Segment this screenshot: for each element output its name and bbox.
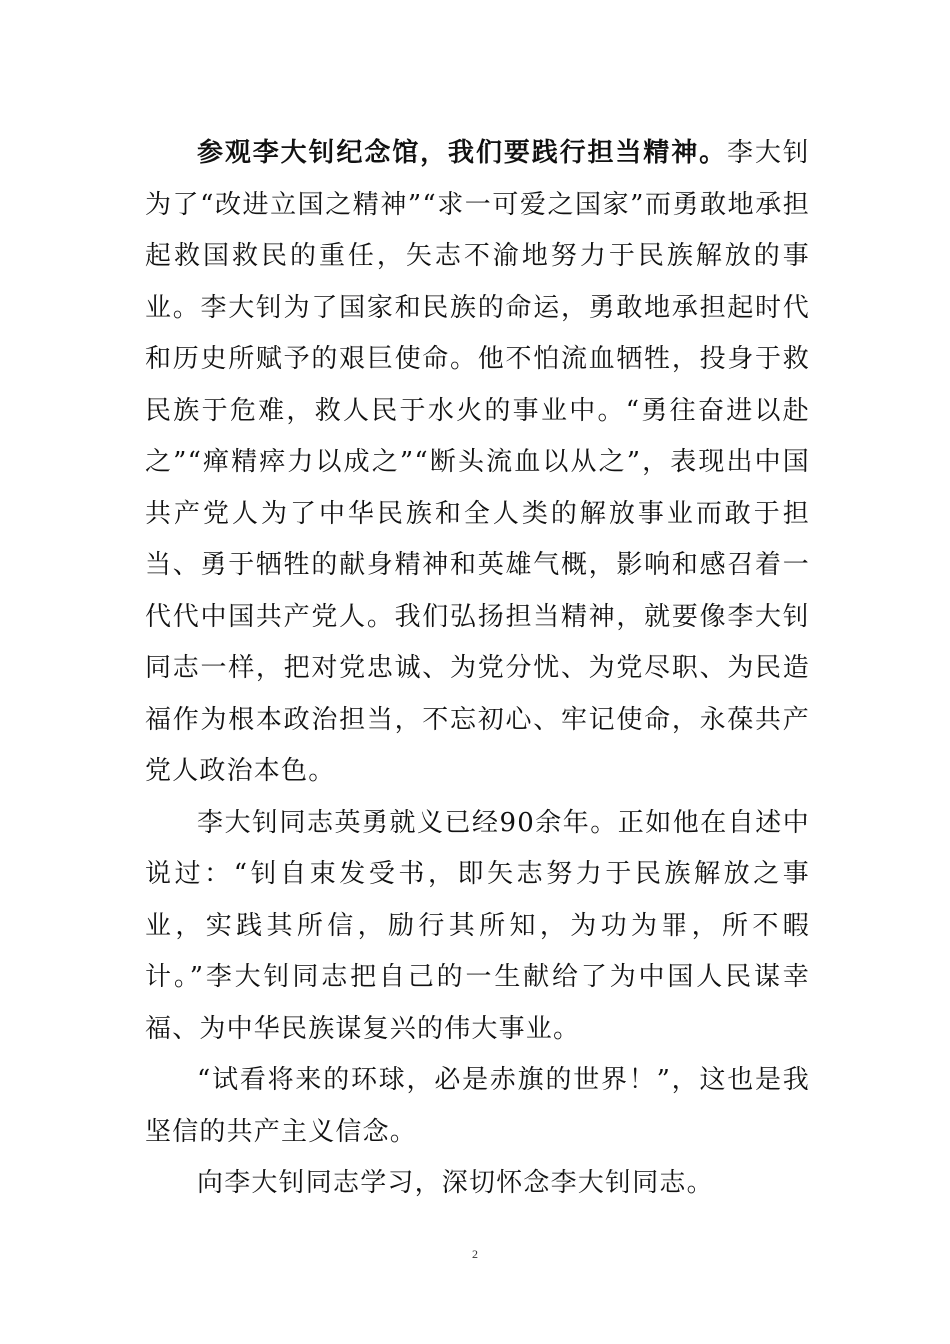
- paragraph-2: [145, 798, 810, 1056]
- paragraph-3: [145, 1055, 810, 1158]
- paragraph-text: 向李大钊同志学习，深切怀念李大钊同志。: [197, 1168, 714, 1198]
- paragraph-text: 李大钊为了“改进立国之精神”“求一可爱之国家”而勇敢地承担起救国救民的重任，矢志不渝地努力于民族解放的事业。李大钊为了国家和民族的命运，勇敢地承担起时代和历史所赋予的艰巨使命。他不怕流血牺牲，投身于救民族于危难，救人民于水火的事业中。“勇往奋进以赴之”“瘅精瘁力以成之”“断头流血以从之”，表现出中国共产党人为了中华民族和全人类的解放事业而敢于担当、勇于牺牲的献身精神和英雄气概，影响和感召着一代代中国共产党人。我们弘扬担当精神，就要像李大钊同志一样，把对党忠诚、为党分忧、为党尽职、为民造福作为根本政治担当，不忘初心、牢记使命，永葆共产党人政治本色。: [145, 138, 810, 786]
- paragraph-text: 李大钊同志英勇就义已经90余年。正如他在自述中说过：“钊自束发受书，即矢志努力于民族解放之事业，实践其所信，励行其所知，为功为罪，所不暇计。”李大钊同志把自己的一生献给了为中国人民谋幸福、为中华民族谋复兴的伟大事业。: [145, 807, 810, 1044]
- document-body: [145, 128, 810, 1210]
- paragraph-1: [145, 128, 810, 798]
- paragraph-text: “试看将来的环球，必是赤旗的世界！”，这也是我坚信的共产主义信念。: [145, 1065, 810, 1147]
- page-number: 2: [472, 1247, 478, 1261]
- paragraph-4: [145, 1158, 810, 1210]
- paragraph-heading: 参观李大钊纪念馆，我们要践行担当精神。: [197, 138, 727, 168]
